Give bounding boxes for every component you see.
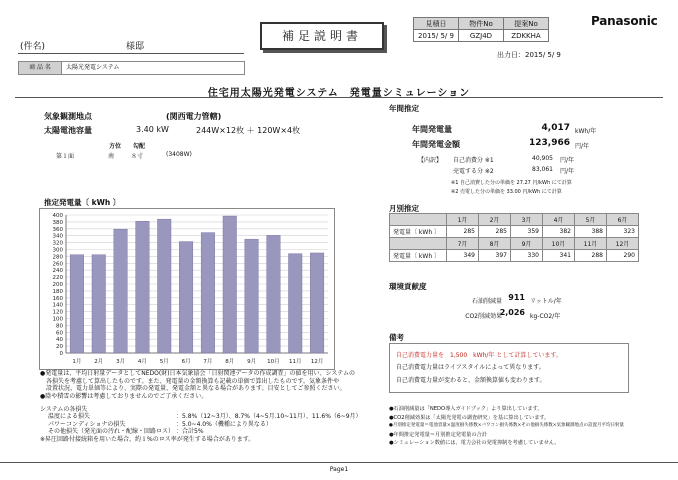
month-header: 4月: [543, 214, 575, 226]
x-tick-label: 4月: [137, 359, 147, 365]
annual-amount-value: 123,966: [529, 138, 570, 148]
footnote-line: ●石油削減量は「NEDO導入ガイドブック」より算出しています。: [389, 406, 543, 412]
bar: [70, 255, 84, 353]
table-corner: [390, 214, 447, 226]
y-tick-label: 240: [52, 268, 63, 275]
remarks-box: [389, 343, 629, 393]
self-consumption-unit: 円/年: [560, 157, 575, 164]
month-value: 388: [575, 226, 607, 238]
observation-value: (関西電力管轄): [166, 112, 222, 121]
footnote-line: ●発電量は、平均日射量データとしてNEDO(財)日本気象協会「日射関連データの作成調査」の値を用い、システムの: [40, 370, 355, 377]
x-tick-label: 12月: [310, 359, 324, 365]
annual-generation-label: 年間発電量: [412, 125, 452, 134]
y-tick-label: 60: [56, 330, 63, 337]
document-title: 補足説明書: [260, 22, 384, 50]
month-value: 359: [511, 226, 543, 238]
month-header: 9月: [511, 238, 543, 250]
environment-section-title: 環境貢献度: [389, 282, 427, 291]
direction-header: 方位: [109, 143, 122, 150]
annual-generation-unit: kWh/年: [575, 128, 597, 135]
proposal-number: ZDKKHA: [504, 30, 549, 42]
annual-generation-value: 4,017: [541, 123, 570, 133]
month-value: 349: [447, 250, 479, 262]
x-tick-label: 3月: [116, 359, 126, 365]
y-tick-label: 200: [52, 282, 63, 288]
month-value: 330: [511, 250, 543, 262]
main-title: 住宅用太陽光発電システム 発電量シミュレーション: [207, 88, 471, 99]
capacity-value: 3.40 kW: [136, 125, 169, 134]
loss-note: ※昇圧回路付接続箱を用いた場合、約１%のロス率が発生する場合があります。: [40, 435, 255, 443]
chart-title: 推定発電量〔 kWh 〕: [44, 198, 121, 207]
breakdown-label: 【内訳】: [418, 157, 443, 164]
bar: [92, 255, 106, 353]
subject-label: (件名): [20, 42, 46, 52]
x-tick-label: 1月: [72, 359, 82, 365]
footnote-line: ●月別推定発電量＝電池容量×温度損失係数×パワコン損失係数×その他損失係数×気象観測地点の設置月平均日射量: [389, 423, 625, 429]
bar: [157, 219, 171, 353]
footnote-line: ●陰や積雪の影響は考慮しておりませんのでご了承ください。: [40, 392, 208, 400]
bar: [288, 254, 302, 353]
y-tick-label: 80: [56, 323, 63, 330]
month-value: 397: [479, 250, 511, 262]
co2-reduction-label: CO2削減効果: [465, 313, 502, 320]
annual-amount-label: 年間発電金額: [412, 140, 460, 149]
footnote-line: ●CO2削減効果は「太陽光発電の調査研究」を基に算出しています。: [389, 414, 550, 421]
month-header: 2月: [479, 214, 511, 226]
month-header: 11月: [575, 238, 607, 250]
y-tick-label: 160: [52, 295, 63, 302]
observation-label: 気象観測地点: [44, 112, 92, 121]
estimate-meta-table: [413, 17, 549, 42]
product-value: 太陽光発電システム: [66, 64, 120, 71]
x-tick-label: 11月: [289, 359, 302, 365]
y-tick-label: 380: [52, 219, 63, 226]
bar: [267, 235, 281, 353]
y-tick-label: 140: [52, 302, 63, 309]
bar: [310, 253, 324, 353]
x-tick-label: 6月: [181, 359, 191, 365]
product-row: [18, 61, 245, 75]
y-tick-label: 340: [52, 233, 63, 240]
product-label: 商 品 名: [19, 62, 62, 74]
month-header: 7月: [447, 238, 479, 250]
row-label: 発電量〔 kWh 〕: [390, 250, 447, 262]
month-value: 323: [607, 226, 639, 238]
temp-loss-label: 温度による損失: [48, 413, 91, 421]
left-footnotes: [40, 370, 355, 400]
bar: [136, 221, 150, 353]
meta-header: 物件No: [459, 18, 504, 30]
co2-reduction-unit: kg-CO2/年: [530, 313, 561, 320]
month-header: 5月: [575, 214, 607, 226]
month-header: 3月: [511, 214, 543, 226]
tilt-header: 勾配: [133, 143, 146, 150]
annual-section-title: 年間推定: [389, 104, 419, 113]
x-tick-label: 5月: [159, 359, 169, 365]
x-tick-label: 7月: [203, 359, 213, 365]
x-tick-label: 8月: [225, 359, 235, 365]
month-header: 10月: [543, 238, 575, 250]
self-consumption-label: 自己消費分 ※1: [453, 157, 494, 164]
other-loss-label: その他損失（発光面の汚れ・配線・回路ロス）: [48, 428, 175, 436]
face-tilt: ８寸: [131, 153, 144, 160]
meta-header: 見積日: [414, 18, 459, 30]
x-tick-label: 9月: [247, 359, 257, 365]
sell-value: 83,061: [532, 166, 553, 173]
y-tick-label: 220: [52, 275, 63, 282]
self-consumption-value: 40,905: [532, 155, 553, 162]
bar: [201, 233, 215, 353]
remarks-line-3: 自己消費電力量が変わると、金額換算値も変わります。: [396, 377, 546, 384]
property-number: GZJ4D: [459, 30, 504, 42]
y-tick-label: 360: [52, 226, 63, 233]
y-tick-label: 120: [52, 309, 63, 316]
month-value: 290: [607, 250, 639, 262]
unit-price-note-1: ※1 自己消費した分の単価を 27.27 円/kWh にて計算: [451, 180, 572, 186]
loss-title: システムの各損失: [40, 406, 88, 413]
row-label: 発電量〔 kWh 〕: [390, 226, 447, 238]
y-tick-label: 400: [52, 213, 63, 219]
annual-amount-unit: 円/年: [575, 143, 590, 150]
bar: [114, 229, 128, 353]
monthly-table: [389, 213, 639, 262]
month-header: 1月: [447, 214, 479, 226]
subject-row: [18, 38, 244, 54]
oil-reduction-label: 石油削減量: [471, 298, 502, 305]
right-footnotes: [389, 405, 675, 448]
oil-reduction-value: 911: [508, 293, 525, 302]
y-tick-label: 260: [52, 261, 63, 268]
month-header: 12月: [607, 238, 639, 250]
loss-section: [40, 406, 385, 443]
capacity-detail: 244W×12枚 ＋ 120W×4枚: [196, 126, 301, 135]
remarks-line-1: 自己消費電力量を 1,500 kWh/年 として計算しています。: [396, 352, 562, 359]
footnote-line: 設置状況、電力単価等により、実際の発電量、発電金額と異なる場合があります。目安としてご参照ください。: [40, 385, 346, 392]
month-header: 8月: [479, 238, 511, 250]
month-value: 341: [543, 250, 575, 262]
estimate-date: 2015/ 5/ 9: [414, 30, 459, 42]
y-tick-label: 100: [52, 316, 63, 323]
capacity-label: 太陽電池容量: [44, 126, 92, 135]
co2-reduction-value: 2,026: [499, 308, 525, 317]
panasonic-logo: Panasonic: [591, 14, 658, 28]
month-value: 285: [447, 226, 479, 238]
bar: [245, 239, 259, 353]
subject-value: 様邸: [126, 42, 145, 52]
face-direction: 南: [108, 153, 115, 160]
pcs-loss-label: パワーコンディショナの損失: [48, 420, 126, 428]
remarks-line-2: 自己消費電力量はライフスタイルによって異なります。: [396, 364, 545, 371]
title-divider: [15, 97, 663, 98]
footnote-line: 各損失を考慮して算出したものです。また、発電量の金額換算も記載の単価で算出したものです。気象条件や: [40, 377, 340, 385]
oil-reduction-unit: リットル/年: [530, 298, 562, 305]
month-value: 285: [479, 226, 511, 238]
x-tick-label: 10月: [267, 359, 280, 365]
remarks-section-title: 備考: [389, 333, 404, 342]
y-tick-label: 280: [52, 254, 63, 261]
generation-bar-chart: [40, 209, 334, 369]
page-number: Page1: [329, 466, 349, 473]
month-value: 288: [575, 250, 607, 262]
output-date: 出力日：2015/ 5/ 9: [497, 51, 561, 59]
y-tick-label: 0: [59, 351, 63, 357]
x-tick-label: 2月: [94, 359, 104, 365]
face-note: (3408W): [166, 151, 192, 158]
y-tick-label: 320: [52, 240, 63, 247]
sell-label: 売電する分 ※2: [453, 168, 494, 175]
month-value: 382: [543, 226, 575, 238]
monthly-section-title: 月別推定: [389, 204, 419, 213]
unit-price-note-2: ※2 売電した分の単価を 33.00 円/kWh にて計算: [451, 189, 562, 195]
month-header: 6月: [607, 214, 639, 226]
y-tick-label: 20: [56, 344, 63, 351]
y-tick-label: 40: [56, 337, 63, 344]
other-loss-value: ：合計5%: [176, 428, 204, 436]
sell-unit: 円/年: [560, 168, 575, 175]
footnote-line: ●年間推定発電量＝月別推定発電量の合計: [389, 431, 487, 438]
footer-divider: [0, 462, 678, 463]
table-corner: [390, 238, 447, 250]
pcs-loss-value: ：5.0~4.0%（機種により異なる）: [176, 420, 272, 428]
meta-header: 提案No: [504, 18, 549, 30]
chart-frame: [39, 208, 335, 370]
y-tick-label: 300: [52, 247, 63, 254]
footnote-line: ●シミュレーション数値には、電力会社の発電抑制を考慮していません。: [389, 440, 560, 447]
bar: [179, 242, 193, 353]
y-tick-label: 180: [52, 288, 63, 295]
temp-loss-value: ：5.8%（12~3月）、8.7%（4~5月.10~11月）、11.6%（6~9月）: [176, 413, 362, 421]
face-label: 第１面: [56, 153, 75, 160]
bar: [223, 216, 237, 353]
